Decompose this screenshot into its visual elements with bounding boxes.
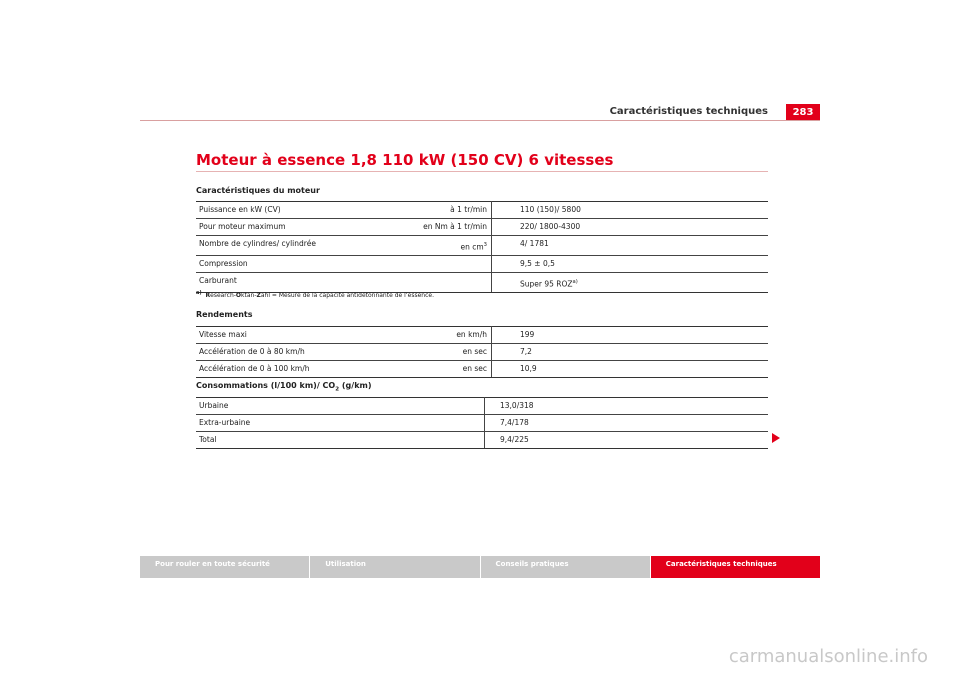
tab-practical-tips[interactable]: Conseils pratiques bbox=[481, 556, 650, 578]
table-row bbox=[196, 327, 768, 344]
table-row bbox=[196, 415, 768, 432]
row-value: 4/ 1781 bbox=[492, 236, 769, 256]
footnote-text-3: ahl = Mesure de la capacité antidétonnante de l’essence. bbox=[260, 292, 435, 299]
section-heading-engine: Caractéristiques du moteur bbox=[196, 186, 320, 195]
row-label: Accélération de 0 à 100 km/h bbox=[196, 361, 402, 378]
row-label: Compression bbox=[196, 256, 402, 273]
section-heading-consumption bbox=[196, 381, 372, 393]
table-row bbox=[196, 398, 768, 415]
header-title: Caractéristiques techniques bbox=[609, 106, 768, 117]
heading-subscript: 2 bbox=[335, 386, 340, 393]
row-value: 220/ 1800-4300 bbox=[492, 219, 769, 236]
row-unit: en sec bbox=[402, 344, 492, 361]
footnote-text-2: ktan- bbox=[241, 292, 257, 299]
tab-safety[interactable]: Pour rouler en toute sécurité bbox=[140, 556, 309, 578]
value-text: Super 95 ROZ bbox=[520, 279, 573, 289]
row-unit: à 1 tr/min bbox=[402, 202, 492, 219]
row-label: Pour moteur maximum bbox=[196, 219, 402, 236]
row-unit: en sec bbox=[402, 361, 492, 378]
row-value bbox=[492, 273, 769, 293]
footer-nav bbox=[140, 556, 820, 578]
watermark: carmanualsonline.info bbox=[728, 646, 928, 667]
row-label: Extra-urbaine bbox=[196, 415, 485, 432]
footnote-text-1: esearch- bbox=[210, 292, 236, 299]
footnote-ref: a) bbox=[572, 279, 578, 285]
page-number: 283 bbox=[786, 104, 820, 121]
heading-text: Consommations (l/100 km)/ CO bbox=[196, 381, 336, 390]
row-value: 9,5 ± 0,5 bbox=[492, 256, 769, 273]
row-unit: en Nm à 1 tr/min bbox=[402, 219, 492, 236]
consumption-table bbox=[196, 397, 768, 449]
row-label: Accélération de 0 à 80 km/h bbox=[196, 344, 402, 361]
title-divider bbox=[196, 171, 768, 172]
footnote-z: Z bbox=[256, 292, 261, 299]
table-row bbox=[196, 432, 768, 449]
table-row bbox=[196, 344, 768, 361]
row-value: 13,0/318 bbox=[485, 398, 769, 415]
table-row bbox=[196, 256, 768, 273]
footnote bbox=[196, 290, 434, 299]
table-row bbox=[196, 236, 768, 256]
page-title: Moteur à essence 1,8 110 kW (150 CV) 6 vitesses bbox=[196, 151, 614, 169]
footnote-r: R bbox=[205, 292, 211, 299]
row-value: 7,2 bbox=[492, 344, 769, 361]
continue-arrow-icon bbox=[772, 433, 780, 443]
row-value: 199 bbox=[492, 327, 769, 344]
table-row bbox=[196, 202, 768, 219]
row-unit bbox=[402, 236, 492, 256]
tab-technical-data[interactable]: Caractéristiques techniques bbox=[651, 556, 820, 578]
row-value: 110 (150)/ 5800 bbox=[492, 202, 769, 219]
row-label: Nombre de cylindres/ cylindrée bbox=[196, 236, 402, 256]
footnote-o: O bbox=[235, 292, 242, 299]
table-row bbox=[196, 361, 768, 378]
unit-superscript: 3 bbox=[483, 242, 487, 248]
row-unit bbox=[402, 256, 492, 273]
row-value: 10,9 bbox=[492, 361, 769, 378]
row-label: Carburant bbox=[196, 273, 402, 293]
row-unit: en km/h bbox=[402, 327, 492, 344]
header-divider bbox=[140, 120, 820, 121]
row-label: Urbaine bbox=[196, 398, 485, 415]
heading-text-end: (g/km) bbox=[339, 381, 372, 390]
tab-operation[interactable]: Utilisation bbox=[310, 556, 479, 578]
table-row bbox=[196, 219, 768, 236]
engine-specs-table bbox=[196, 201, 768, 293]
footnote-mark: a) bbox=[196, 290, 202, 296]
row-value: 7,4/178 bbox=[485, 415, 769, 432]
row-label: Vitesse maxi bbox=[196, 327, 402, 344]
row-label: Puissance en kW (CV) bbox=[196, 202, 402, 219]
performance-table bbox=[196, 326, 768, 378]
row-label: Total bbox=[196, 432, 485, 449]
row-value: 9,4/225 bbox=[485, 432, 769, 449]
unit-text: en cm bbox=[460, 242, 484, 252]
section-heading-performance: Rendements bbox=[196, 310, 253, 319]
